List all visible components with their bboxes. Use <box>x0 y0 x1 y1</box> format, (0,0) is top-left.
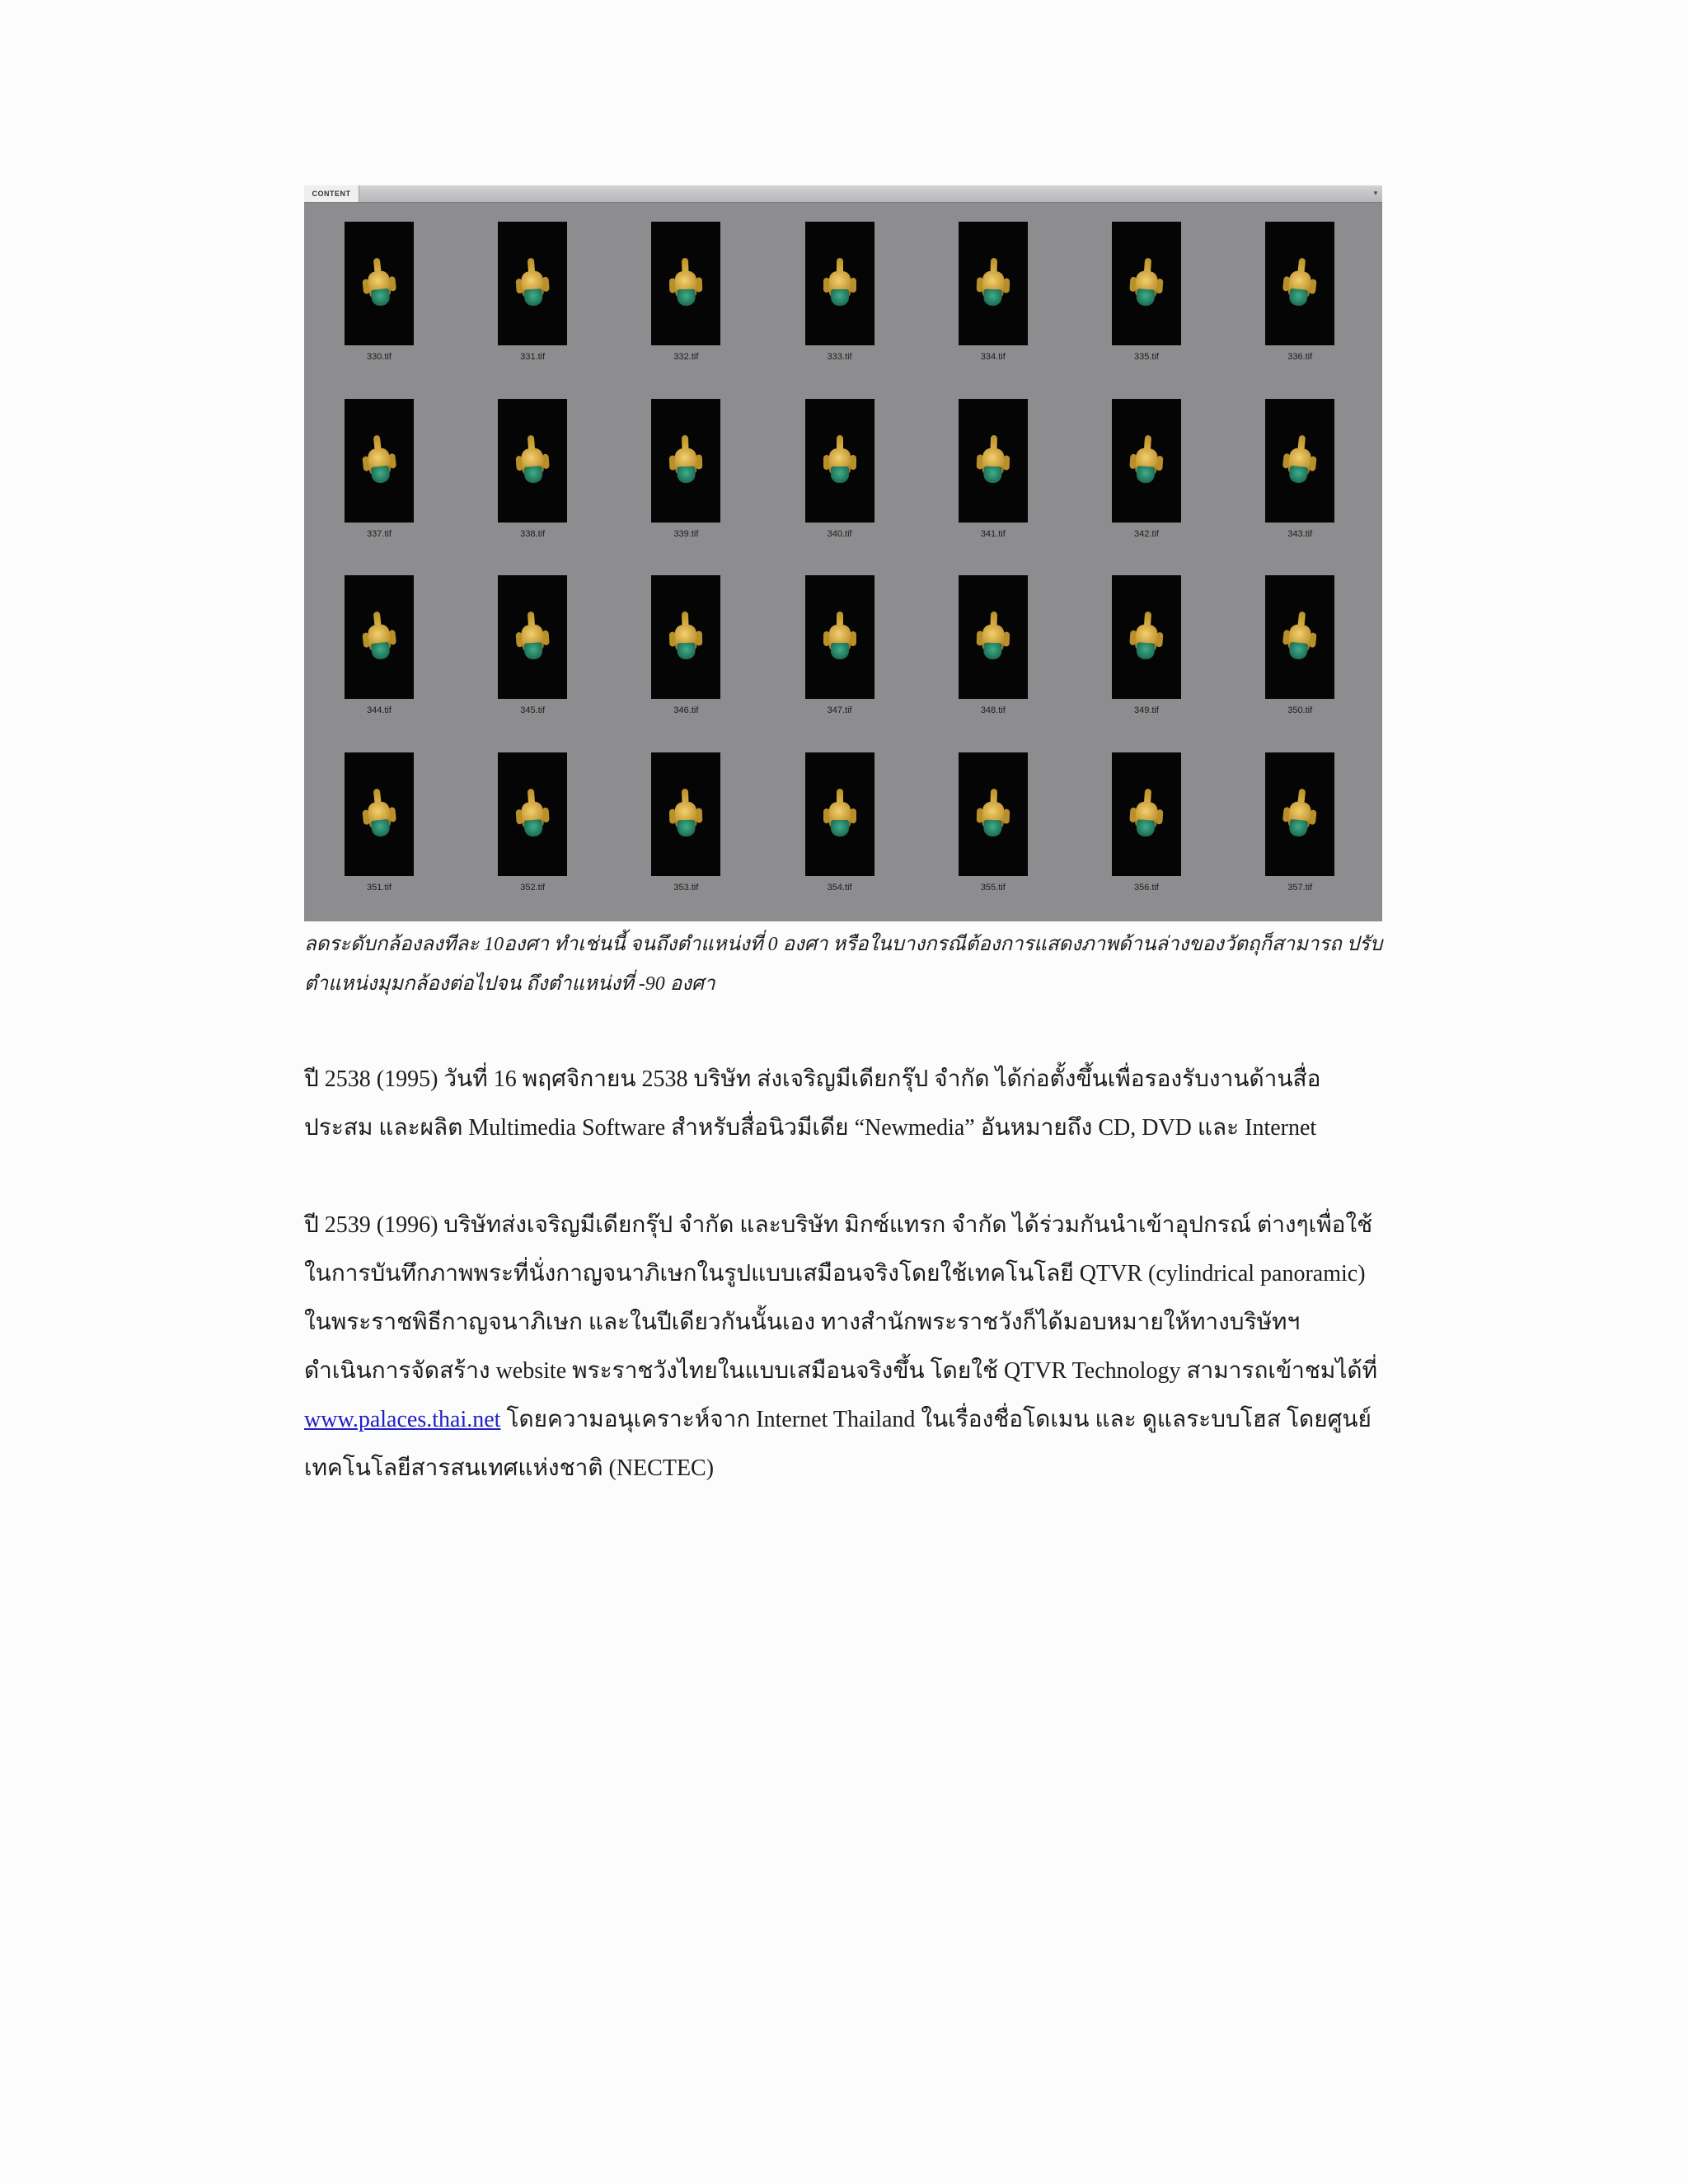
thumbnail-item[interactable] <box>313 555 445 724</box>
crown-headdress-figure <box>673 611 699 663</box>
thumbnail-item[interactable] <box>1081 202 1212 371</box>
crown-headdress-figure <box>364 434 394 487</box>
thumbnail-filename: 348.tif <box>980 705 1006 715</box>
paragraph-1995-line-1: ปี 2538 (1995) วันที่ 16 พฤศจิกายน 2538 บริษัท ส่งเจริญมีเดียกรุ๊ป จำกัด ได้ก่อตั้งขึ้นเพื่อรองรับงานด้านสื่อ <box>304 1066 1321 1092</box>
thumbnail-filename: 345.tif <box>520 705 546 715</box>
crown-thumbnail-image[interactable] <box>651 399 720 523</box>
content-tab[interactable]: CONTENT <box>304 185 359 202</box>
paragraph-1996-line-3: ในพระราชพิธีกาญจนาภิเษก และในปีเดียวกันนั้นเอง ทางสำนักพระราชวังก็ได้มอบหมายให้ทางบริษัทฯ <box>304 1310 1301 1335</box>
thumbnail-filename: 337.tif <box>367 528 392 539</box>
crown-headdress-figure <box>980 434 1006 486</box>
paragraph-1996-line-5 <box>304 1395 1392 1444</box>
crown-thumbnail-image[interactable] <box>959 399 1028 523</box>
crown-thumbnail-image[interactable] <box>345 399 414 523</box>
paragraph-1996-line-5-text: โดยความอนุเคราะห์จาก Internet Thailand ในเรื่องชื่อโดเมน และ ดูแลระบบโฮส โดยศูนย์ <box>500 1407 1372 1432</box>
crown-headdress-figure <box>828 258 852 309</box>
thumbnail-item[interactable] <box>1234 202 1366 371</box>
thumbnail-filename: 356.tif <box>1134 882 1159 893</box>
thumbnail-filename: 344.tif <box>367 705 392 715</box>
thumbnail-filename: 334.tif <box>980 352 1006 362</box>
thumbnail-filename: 351.tif <box>367 882 392 893</box>
thumbnail-item[interactable] <box>774 202 906 371</box>
crown-thumbnail-image[interactable] <box>498 399 567 523</box>
crown-headdress-figure <box>518 434 546 487</box>
crown-thumbnail-image[interactable] <box>1265 222 1334 345</box>
thumbnail-item[interactable] <box>1081 379 1212 548</box>
thumbnail-item[interactable] <box>927 379 1059 548</box>
crown-headdress-figure <box>1285 434 1315 487</box>
crown-headdress-figure <box>1285 257 1315 311</box>
caption-line-1: ลดระดับกล้องลงทีละ 10องศา ทำเช่นนี้ จนถึงตำแหน่งที่ 0 องศา หรือในบางกรณีต้องการแสดงภาพด้านล่างของวัตถุก็สามารถ ปรับ <box>304 934 1383 955</box>
crown-headdress-figure <box>1132 257 1160 310</box>
crown-thumbnail-image[interactable] <box>1265 575 1334 699</box>
thumbnail-filename: 338.tif <box>520 528 546 539</box>
thumbnail-item[interactable] <box>1234 733 1366 902</box>
crown-headdress-figure <box>1132 611 1160 663</box>
crown-headdress-figure <box>364 611 394 664</box>
thumbnail-filename: 333.tif <box>827 352 852 362</box>
thumbnail-filename: 341.tif <box>980 528 1006 539</box>
crown-thumbnail-image[interactable] <box>1112 575 1181 699</box>
crown-thumbnail-image[interactable] <box>498 752 567 876</box>
crown-thumbnail-image[interactable] <box>651 222 720 345</box>
crown-headdress-figure <box>673 257 699 309</box>
crown-thumbnail-image[interactable] <box>959 752 1028 876</box>
crown-thumbnail-image[interactable] <box>1112 222 1181 345</box>
crown-thumbnail-image[interactable] <box>805 222 874 345</box>
thumbnail-filename: 342.tif <box>1134 528 1159 539</box>
crown-headdress-figure <box>364 257 394 311</box>
thumbnail-item[interactable] <box>620 379 752 548</box>
thumbnail-filename: 330.tif <box>367 352 392 362</box>
palaces-website-link[interactable]: www.palaces.thai.net <box>304 1407 501 1432</box>
figure-caption <box>304 925 1384 1004</box>
thumbnail-item[interactable] <box>620 555 752 724</box>
thumbnail-filename: 352.tif <box>520 882 546 893</box>
crown-thumbnail-image[interactable] <box>651 752 720 876</box>
paragraph-1995 <box>304 1055 1392 1152</box>
thumbnail-filename: 339.tif <box>673 528 699 539</box>
crown-headdress-figure <box>1285 611 1315 664</box>
thumbnail-item[interactable] <box>927 733 1059 902</box>
thumbnail-item[interactable] <box>467 202 598 371</box>
thumbnail-item[interactable] <box>774 733 906 902</box>
thumbnail-item[interactable] <box>927 202 1059 371</box>
crown-headdress-figure <box>518 611 546 663</box>
caption-line-2: ตำแหน่งมุมกล้องต่อไปจน ถึงตำแหน่งที่ -90 องศา <box>304 973 715 995</box>
crown-headdress-figure <box>1132 788 1160 841</box>
paragraph-1996-line-4: ดำเนินการจัดสร้าง website พระราชวังไทยในแบบเสมือนจริงขึ้น โดยใช้ QTVR Technology สามารถเข้าชมได้ที่ <box>304 1358 1378 1384</box>
crown-headdress-figure <box>673 434 699 486</box>
paragraph-1995-line-2: ประสม และผลิต Multimedia Software สำหรับสื่อนิวมีเดีย “Newmedia” อันหมายถึง CD, DVD และ Internet <box>304 1115 1317 1141</box>
crown-headdress-figure <box>1132 434 1160 487</box>
crown-thumbnail-image[interactable] <box>345 752 414 876</box>
thumbnail-item[interactable] <box>313 202 445 371</box>
crown-thumbnail-image[interactable] <box>805 752 874 876</box>
thumbnail-filename: 353.tif <box>673 882 699 893</box>
thumbnail-item[interactable] <box>1081 733 1212 902</box>
crown-thumbnail-image[interactable] <box>1265 399 1334 523</box>
crown-thumbnail-image[interactable] <box>345 222 414 345</box>
thumbnail-filename: 355.tif <box>980 882 1006 893</box>
crown-headdress-figure <box>980 257 1006 309</box>
panel-header <box>304 185 1382 203</box>
thumbnail-filename: 335.tif <box>1134 352 1159 362</box>
crown-headdress-figure <box>364 787 394 841</box>
crown-thumbnail-image[interactable] <box>651 575 720 699</box>
thumbnail-filename: 346.tif <box>673 705 699 715</box>
crown-thumbnail-image[interactable] <box>498 222 567 345</box>
thumbnail-filename: 340.tif <box>827 528 852 539</box>
crown-headdress-figure <box>828 435 852 486</box>
crown-headdress-figure <box>828 789 852 840</box>
crown-thumbnail-image[interactable] <box>805 575 874 699</box>
crown-thumbnail-image[interactable] <box>1112 752 1181 876</box>
crown-thumbnail-image[interactable] <box>498 575 567 699</box>
thumbnail-item[interactable] <box>1234 379 1366 548</box>
thumbnail-item[interactable] <box>620 733 752 902</box>
thumbnail-item[interactable] <box>467 379 598 548</box>
crown-thumbnail-image[interactable] <box>805 399 874 523</box>
crown-thumbnail-image[interactable] <box>959 222 1028 345</box>
crown-thumbnail-image[interactable] <box>1112 399 1181 523</box>
thumbnail-item[interactable] <box>927 555 1059 724</box>
paragraph-1996-line-6: เทคโนโลยีสารสนเทศแห่งชาติ (NECTEC) <box>304 1455 715 1481</box>
thumbnail-filename: 331.tif <box>520 352 546 362</box>
thumbnail-item[interactable] <box>1234 555 1366 724</box>
thumbnail-item[interactable] <box>467 555 598 724</box>
crown-headdress-figure <box>673 788 699 840</box>
crown-headdress-figure <box>980 788 1006 840</box>
thumbnail-grid <box>304 202 1382 921</box>
thumbnail-item[interactable] <box>313 379 445 548</box>
thumbnail-item[interactable] <box>620 202 752 371</box>
thumbnail-filename: 350.tif <box>1287 705 1313 715</box>
thumbnail-filename: 343.tif <box>1287 528 1313 539</box>
thumbnail-item[interactable] <box>774 379 906 548</box>
crown-thumbnail-image[interactable] <box>345 575 414 699</box>
thumbnail-filename: 354.tif <box>827 882 852 893</box>
crown-headdress-figure <box>518 257 546 310</box>
paragraph-1996-line-1: ปี 2539 (1996) บริษัทส่งเจริญมีเดียกรุ๊ป จำกัด และบริษัท มิกซ์แทรก จำกัด ได้ร่วมกันนำเข้าอุปกรณ์ ต่างๆเพื่อใช้ <box>304 1212 1373 1238</box>
crown-headdress-figure <box>980 611 1006 663</box>
crown-headdress-figure <box>518 788 546 841</box>
thumbnail-item[interactable] <box>774 555 906 724</box>
crown-thumbnail-image[interactable] <box>1265 752 1334 876</box>
thumbnail-filename: 332.tif <box>673 352 699 362</box>
thumbnail-filename: 349.tif <box>1134 705 1159 715</box>
thumbnail-filename: 357.tif <box>1287 882 1313 893</box>
crown-headdress-figure <box>828 612 852 663</box>
paragraph-1996-line-2: ในการบันทึกภาพพระที่นั่งกาญจนาภิเษกในรูปแบบเสมือนจริงโดยใช้เทคโนโลยี QTVR (cylindrical panoramic) <box>304 1261 1366 1286</box>
crown-headdress-figure <box>1285 787 1315 841</box>
paragraph-1996 <box>304 1201 1392 1493</box>
panel-menu-icon[interactable]: ▾ <box>1373 190 1378 198</box>
crown-thumbnail-image[interactable] <box>959 575 1028 699</box>
content-panel-screenshot <box>304 185 1382 921</box>
thumbnail-item[interactable] <box>1081 555 1212 724</box>
thumbnail-item[interactable] <box>467 733 598 902</box>
thumbnail-filename: 347.tif <box>827 705 852 715</box>
thumbnail-filename: 336.tif <box>1287 352 1313 362</box>
thumbnail-item[interactable] <box>313 733 445 902</box>
